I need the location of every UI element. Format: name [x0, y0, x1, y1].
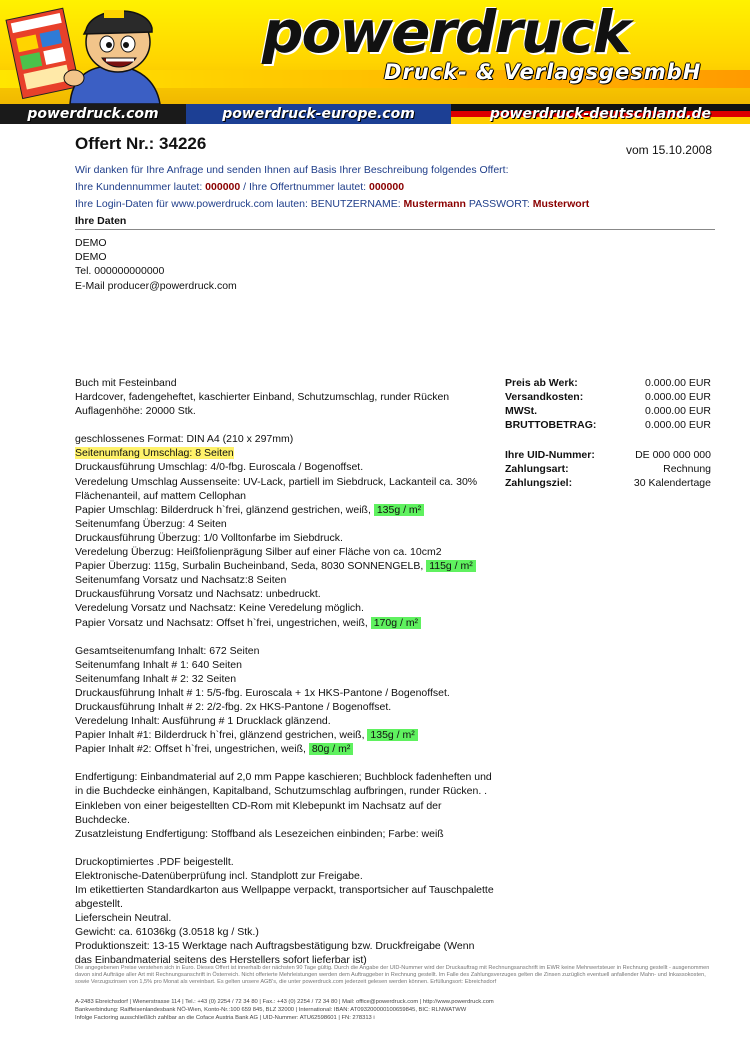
price-label: MWSt. [505, 405, 538, 417]
desc-line [75, 616, 495, 630]
highlight-endpaper-paper: 170g / m² [371, 617, 421, 629]
mascot-illustration [0, 0, 200, 104]
desc-line [75, 503, 495, 517]
price-label: BRUTTOBETRAG: [505, 419, 597, 431]
desc-line [75, 742, 495, 756]
intro-label: PASSWORT: [465, 198, 533, 210]
spacer [75, 418, 495, 432]
price-value: 0.000.00 EUR [645, 419, 711, 431]
spacer [75, 756, 495, 770]
desc-line: Flächenanteil, auf mattem Cellophan [75, 489, 247, 502]
footer-address: A-2483 Ebreichsdorf | Wienerstrasse 114 | Tel.: +43 (0) 2254 / 72 34 80 | Fax.: +43 (0) 2254 / 72 34 80 | Mail: office@powerdruck.com | http://www.powerdruck.com [75, 999, 494, 1005]
desc-line: Endfertigung: Einbandmaterial auf 2,0 mm Pappe kaschieren; Buchblock fadenheften und [75, 771, 492, 784]
info-row-payment-method [505, 462, 711, 476]
highlight-content2-paper: 80g / m² [309, 743, 354, 755]
desc-line: Veredelung Überzug: Heißfolienprägung Silber auf einer Fläche von ca. 10cm2 [75, 546, 442, 559]
desc-text: Papier Inhalt #1: Bilderdruck h`frei, glänzend gestrichen, weiß, [75, 729, 368, 742]
price-row-gross [505, 418, 711, 432]
desc-line: Zusatzleistung Endfertigung: Stoffband als Lesezeichen einbinden; Farbe: weiß [75, 827, 444, 840]
desc-line: Elektronische-Datenüberprüfung incl. Standplott zur Freigabe. [75, 869, 363, 882]
desc-line: das Einbandmaterial seitens des Herstellers sofort lieferbar ist) [75, 954, 367, 967]
info-label: Zahlungsziel: [505, 477, 573, 489]
desc-line: Druckausführung Umschlag: 4/0-fbg. Euroscala / Bogenoffset. [75, 461, 364, 474]
spacer [505, 432, 711, 448]
desc-text: Papier Umschlag: Bilderdruck h`frei, glänzend gestrichen, weiß, [75, 503, 374, 516]
intro-line-1: Wir danken für Ihre Anfrage und senden Ihnen auf Basis Ihrer Beschreibung folgendes Offert: [75, 164, 509, 176]
footer-factoring: Infolge Factoring ausschließlich zahlbar an die Coface Austria Bank AG | UID-Nummer: ATU62598601 | FN: 278313 i [75, 1015, 375, 1021]
info-row-uid [505, 448, 711, 462]
customer-contact [75, 236, 237, 293]
spacer [75, 841, 495, 855]
url-link-deutschland[interactable]: powerdruck-deutschland.de [489, 106, 712, 122]
price-summary [505, 376, 711, 490]
price-value: 0.000.00 EUR [645, 377, 711, 389]
desc-line: Einkleben von einer beigestellten CD-Rom mit Klebepunkt im Nachsatz auf der [75, 799, 442, 812]
desc-line: Druckoptimiertes .PDF beigestellt. [75, 855, 234, 868]
offer-date: vom 15.10.2008 [625, 143, 712, 157]
desc-line: Buchdecke. [75, 813, 130, 826]
url-segment-europe [186, 104, 451, 124]
intro-label: Ihre Kundennummer lautet: [75, 181, 206, 193]
intro-label: Ihre Login-Daten für www.powerdruck.com lauten: BENUTZERNAME: [75, 198, 404, 210]
desc-line-highlight [75, 446, 495, 460]
price-label: Versandkosten: [505, 391, 584, 403]
desc-line: Seitenumfang Inhalt # 1: 640 Seiten [75, 658, 242, 671]
desc-line: Druckausführung Inhalt # 1: 5/5-fbg. Euroscala + 1x HKS-Pantone / Bogenoffset. [75, 686, 450, 699]
desc-line: Auflagenhöhe: 20000 Stk. [75, 405, 196, 418]
intro-line-3 [75, 196, 589, 213]
desc-text: Papier Inhalt #2: Offset h`frei, ungestrichen, weiß, [75, 743, 309, 756]
intro-label: / Ihre Offertnummer lautet: [240, 181, 369, 193]
price-row-shipping [505, 390, 711, 404]
desc-line: Seitenumfang Inhalt # 2: 32 Seiten [75, 672, 237, 685]
price-label: Preis ab Werk: [505, 377, 578, 389]
desc-line: geschlossenes Format: DIN A4 (210 x 297mm) [75, 433, 294, 446]
offer-title: Offert Nr.: 34226 [75, 134, 207, 153]
login-username: Mustermann [403, 198, 466, 210]
intro-text [75, 162, 589, 213]
desc-line: Seitenumfang Überzug: 4 Seiten [75, 517, 227, 530]
login-password: Musterwort [532, 198, 590, 210]
desc-line: Veredelung Umschlag Aussenseite: UV-Lack, partiell im Siebdruck, Lackanteil ca. 30% [75, 475, 478, 488]
contact-phone: Tel. 000000000000 [75, 265, 165, 278]
desc-line [75, 728, 495, 742]
desc-line: Druckausführung Vorsatz und Nachsatz: unbedruckt. [75, 588, 321, 601]
desc-text: Papier Überzug: 115g, Surbalin Bucheinband, Seda, 8030 SONNENGELB, [75, 560, 427, 573]
desc-line: abgestellt. [75, 898, 123, 911]
desc-line: in die Buchdecke einhängen, Kapitalband, Schutzumschlag aufbringen, runder Rücken. . [75, 785, 488, 798]
customer-data-heading: Ihre Daten [75, 215, 715, 230]
contact-line: DEMO [75, 251, 107, 264]
desc-line: Im etikettierten Standardkarton aus Wellpappe verpackt, transportsicher auf Tauschpalette [75, 884, 494, 896]
info-value: 30 Kalendertage [633, 477, 711, 489]
desc-line [75, 559, 495, 573]
desc-line: Gewicht: ca. 61036kg (3.0518 kg / Stk.) [75, 926, 259, 939]
footer-company-info [75, 998, 717, 1022]
highlight-cover-pages: Seitenumfang Umschlag: 8 Seiten [75, 447, 234, 460]
price-value: 0.000.00 EUR [645, 405, 711, 417]
offer-number: 000000 [369, 181, 405, 193]
contact-line: DEMO [75, 237, 107, 249]
info-value: Rechnung [663, 463, 711, 475]
spacer [75, 630, 495, 644]
customer-number: 000000 [205, 181, 241, 193]
desc-line: Druckausführung Inhalt # 2: 2/2-fbg. 2x HKS-Pantone / Bogenoffset. [75, 700, 392, 713]
footer-bank: Bankverbindung: Raiffeisenlandesbank NÖ-Wien, Konto-Nr.:100 659 845, BLZ 32000 | International: IBAN: AT093200000100659845, BIC: RLNWATWW [75, 1007, 467, 1013]
header-banner [0, 0, 750, 104]
url-link-com[interactable]: powerdruck.com [27, 106, 159, 122]
price-row-vat [505, 404, 711, 418]
brand-logo-text: powerdruck [262, 0, 630, 66]
desc-line: Lieferschein Neutral. [75, 912, 172, 925]
highlight-cover-paper: 135g / m² [374, 504, 424, 516]
price-value: 0.000.00 EUR [645, 391, 711, 403]
highlight-overlay-paper: 115g / m² [426, 560, 476, 572]
info-label: Ihre UID-Nummer: [505, 449, 595, 461]
brand-subtitle: Druck- & VerlagsgesmbH [384, 60, 702, 84]
desc-text: Papier Vorsatz und Nachsatz: Offset h`frei, ungestrichen, weiß, [75, 616, 371, 629]
url-segment-com [0, 104, 186, 124]
product-description [75, 376, 495, 968]
desc-line: Hardcover, fadengeheftet, kaschierter Einband, Schutzumschlag, runder Rücken [75, 391, 450, 404]
contact-email: E-Mail producer@powerdruck.com [75, 279, 237, 292]
price-row-ex-works [505, 376, 711, 390]
desc-line: Gesamtseitenumfang Inhalt: 672 Seiten [75, 644, 260, 657]
desc-line: Buch mit Festeinband [75, 377, 177, 389]
url-segment-deutschland [451, 104, 750, 124]
highlight-content1-paper: 135g / m² [367, 729, 417, 741]
desc-line: Veredelung Inhalt: Ausführung # 1 Drucklack glänzend. [75, 715, 331, 728]
desc-line: Druckausführung Überzug: 1/0 Volltonfarbe im Siebdruck. [75, 531, 343, 544]
desc-line: Veredelung Vorsatz und Nachsatz: Keine Veredelung möglich. [75, 602, 364, 615]
footer-disclaimer: Die angegebenen Preise verstehen sich in Euro. Dieses Offert ist innerhalb der nächsten 90 Tage gültig. Durch die Angabe der UID-Nummer wird der Druckauftrag mit Rechnungsanschrift im EWR keine Mehrwertsteuer in Rechnung gestellt - ausgenommen davon sind Aufträge aller Art mit Rechnungsanschrift in Österreich. Nicht offerierte Mehrleistungen werden dem Auftraggeber in Rechnung gestellt. Im Falle des Zahlungsverzuges gelten die Zinsen zuzüglich eventuell anfallender Mahn- und Inkassokosten, sowie Verzugszinsen von 1,5% pro Monat als vereinbart. Es gelten unsere AGB's, die unter powerdruck.com jederzeit gelesen werden können. Erfüllungsort: Ebreichsdorf [75, 965, 710, 985]
desc-line: Produktionszeit: 13-15 Werktage nach Auftragsbestätigung bzw. Druckfreigabe (Wenn [75, 940, 475, 953]
info-row-payment-term [505, 476, 711, 490]
intro-line-2 [75, 179, 589, 196]
desc-line: Seitenumfang Vorsatz und Nachsatz:8 Seiten [75, 574, 287, 587]
info-value: DE 000 000 000 [635, 449, 711, 461]
info-label: Zahlungsart: [505, 463, 569, 475]
url-link-europe[interactable]: powerdruck-europe.com [222, 106, 415, 122]
url-strip [0, 104, 750, 124]
